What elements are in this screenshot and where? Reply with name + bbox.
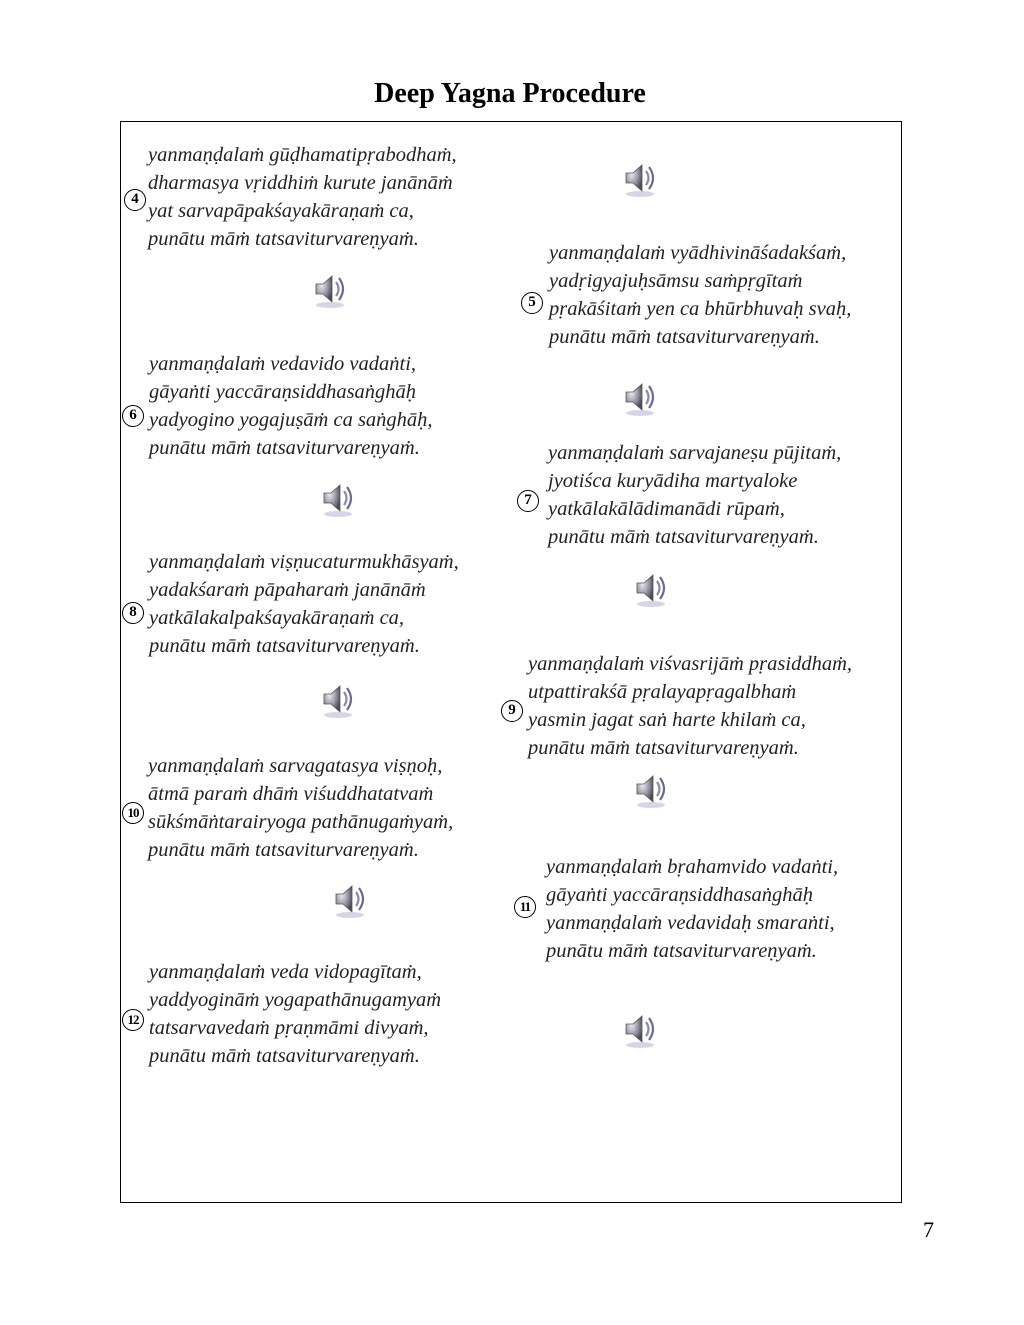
verse-line: sūkśmāṅtarairyoga pathānugaṁyaṁ, [148,811,454,833]
verse-number-8: 8 [122,602,144,624]
verse-line: yanmaṇḍalaṁ vedavido vadaṅti, [149,353,417,375]
verse-line: yanmaṇḍalaṁ gūḍhamatipṛabodhaṁ, [148,144,457,166]
verse-line: gāyaṅti yaccāraṇsiddhasaṅghāḥ [149,381,417,403]
verse-line: yaddyogināṁ yogapathānugamyaṁ [149,989,442,1011]
verse-line: yanmaṇḍalaṁ sarvajaneṣu pūjitaṁ, [548,442,842,464]
verse-6 [149,350,433,462]
speaker-icon[interactable] [330,881,372,921]
verse-number-5: 5 [521,292,543,314]
verse-line: punātu māṁ tatsaviturvareṇyaṁ. [149,1045,420,1067]
verse-number-12: 12 [122,1009,144,1031]
speaker-icon[interactable] [620,1011,662,1051]
verse-line: punātu māṁ tatsaviturvareṇyaṁ. [528,737,799,759]
verse-line: tatsarvavedaṁ pṛaṇmāmi divyaṁ, [149,1017,429,1039]
verse-11 [546,853,838,965]
verse-line: dharmasya vṛiddhiṁ kurute janānāṁ [148,172,453,194]
verse-line: utpattirakśā pṛalayapṛagalbhaṁ [528,681,797,703]
verse-number-6: 6 [122,405,144,427]
verse-line: yat sarvapāpakśayakāraṇaṁ ca, [148,200,414,222]
verse-line: yanmaṇḍalaṁ viśvasrijāṁ pṛasiddhaṁ, [528,653,853,675]
verse-line: yanmaṇḍalaṁ viṣṇucaturmukhāsyaṁ, [149,551,459,573]
speaker-icon[interactable] [310,271,352,311]
speaker-icon[interactable] [620,160,662,200]
speaker-icon[interactable] [631,771,673,811]
verse-line: yadṛigyajuḥsāmsu saṁpṛgītaṁ [549,270,803,292]
verse-4 [148,141,457,253]
page-title: Deep Yagna Procedure [374,78,646,109]
verse-line: yatkālakalpakśayakāraṇaṁ ca, [149,607,405,629]
speaker-icon[interactable] [620,379,662,419]
verse-line: punātu māṁ tatsaviturvareṇyaṁ. [548,526,819,548]
verse-line: yanmaṇḍalaṁ veda vidopagītaṁ, [149,961,422,983]
verse-number-4: 4 [124,189,146,211]
verse-line: punātu māṁ tatsaviturvareṇyaṁ. [148,228,419,250]
verse-line: punātu māṁ tatsaviturvareṇyaṁ. [149,437,420,459]
speaker-icon[interactable] [631,570,673,610]
verse-line: yanmaṇḍalaṁ sarvagatasya viṣṇoḥ, [148,755,443,777]
verse-line: yatkālakālādimanādi rūpaṁ, [548,498,785,520]
verse-line: gāyaṅti yaccāraṇsiddhasaṅghāḥ [546,884,814,906]
speaker-icon[interactable] [318,480,360,520]
verse-9 [528,650,852,762]
page-number: 7 [923,1217,934,1242]
verse-line: yadakśaraṁ pāpaharaṁ janānāṁ [149,579,426,601]
verse-line: punātu māṁ tatsaviturvareṇyaṁ. [149,635,420,657]
verse-number-10: 10 [122,802,144,824]
verse-line: jyotiśca kuryādiha martyaloke [548,470,798,492]
verse-8 [149,548,459,660]
verse-number-7: 7 [517,490,539,512]
verse-7 [548,439,841,551]
verse-line: yasmin jagat saṅ harte khilaṁ ca, [528,709,806,731]
verse-line: punātu māṁ tatsaviturvareṇyaṁ. [546,940,817,962]
verse-line: yanmaṇḍalaṁ vyādhivināśadakśaṁ, [549,242,847,264]
verse-line: punātu māṁ tatsaviturvareṇyaṁ. [549,326,820,348]
verse-line: pṛakāśitaṁ yen ca bhūrbhuvaḥ svaḥ, [549,298,852,320]
speaker-icon[interactable] [318,681,360,721]
verse-number-11: 11 [514,896,536,918]
verse-10 [148,752,453,864]
verse-line: yanmaṇḍalaṁ vedavidaḥ smaraṅti, [546,912,835,934]
verse-line: ātmā paraṁ dhāṁ viśuddhatatvaṁ [148,783,434,805]
verse-number-9: 9 [501,700,523,722]
verse-line: yadyogino yogajuṣāṁ ca saṅghāḥ, [149,409,433,431]
verse-5 [549,239,851,351]
verse-line: punātu māṁ tatsaviturvareṇyaṁ. [148,839,419,861]
verse-12 [149,958,441,1070]
verse-line: yanmaṇḍalaṁ bṛahamvido vadaṅti, [546,856,839,878]
